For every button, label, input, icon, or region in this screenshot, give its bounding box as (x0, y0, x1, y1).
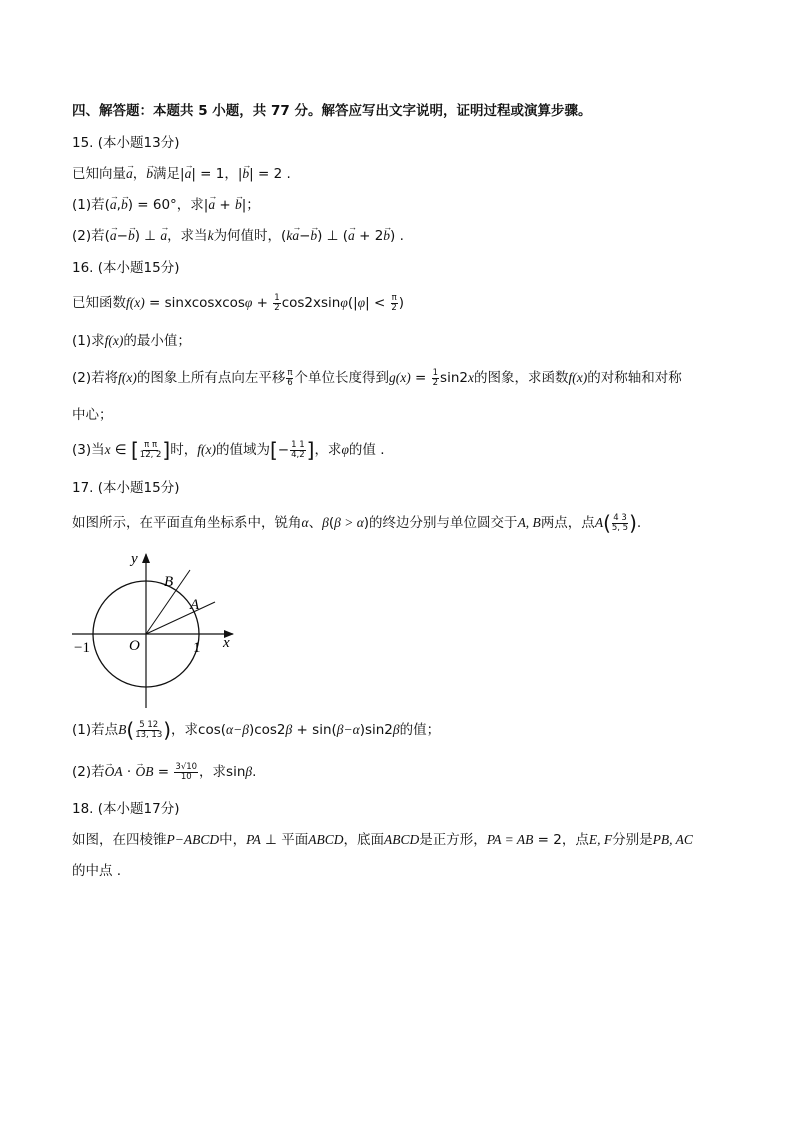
vector-a: → a (126, 164, 133, 184)
q16-header: 16. (本小题15分) (72, 260, 180, 276)
beta: β (392, 722, 400, 737)
text: 的图象上所有点向左平移 (136, 370, 286, 386)
denominator: 4,2 (291, 449, 305, 460)
condition: β > α (334, 515, 364, 530)
text: 的值； (399, 722, 441, 738)
points-ef: E, F (588, 832, 613, 847)
text: 是正方形， (419, 832, 487, 848)
text: cos2xsin (281, 295, 341, 311)
var-k: k (207, 228, 214, 243)
text: 中， (219, 832, 247, 848)
fraction (140, 441, 162, 460)
fraction (286, 369, 293, 388)
paren-left: ( (126, 718, 135, 742)
beta: β (285, 722, 293, 737)
fraction (432, 369, 439, 388)
text: ) ⊥ (134, 228, 161, 244)
paren-right: ) (629, 511, 637, 535)
text: |； (241, 197, 260, 213)
var-k: k (286, 228, 293, 243)
text: 如图所示，在平面直角坐标系中，锐角 (72, 515, 302, 531)
fraction (290, 441, 306, 460)
text: 已知向量 (72, 166, 126, 182)
text: , (116, 197, 121, 213)
text: ) . (390, 228, 404, 244)
text: ，求 (314, 442, 342, 458)
text: − (299, 228, 311, 244)
point-b: B (118, 722, 127, 737)
text: )cos2 (248, 722, 286, 738)
q18-header: 18. (本小题17分) (72, 801, 180, 817)
vector-a: → a (160, 226, 167, 246)
var-x: x (467, 370, 474, 385)
q16-part1 (72, 331, 734, 351)
unit-circle-figure (70, 548, 240, 710)
paren-left: ( (603, 511, 611, 535)
text: (| (347, 295, 358, 311)
vector-b: → b (121, 195, 128, 215)
fraction (174, 763, 198, 782)
segments: PB, AC (652, 832, 693, 847)
q15-part1 (72, 195, 734, 215)
phi: φ (341, 442, 349, 457)
vector-a: → a (208, 195, 215, 215)
label-neg1: −1 (74, 640, 90, 656)
text: + sin( (292, 722, 337, 738)
plane-abcd: ABCD (308, 832, 344, 847)
text: ，求当 (167, 228, 208, 244)
text: 如图，在四棱锥 (72, 832, 167, 848)
vector-b: → b (128, 226, 135, 246)
text: (2)若( (72, 228, 110, 244)
label-x: x (223, 635, 230, 651)
beta: β (322, 515, 329, 530)
text: 分别是 (612, 832, 653, 848)
vector-b: → b (310, 226, 317, 246)
fraction (135, 721, 162, 740)
phi: φ (244, 295, 253, 310)
text: (2)若将 (72, 370, 119, 386)
numerator: 3√10 (175, 761, 198, 772)
vector-a: → a (110, 226, 117, 246)
equation: PA = AB (486, 832, 534, 847)
fraction (612, 514, 628, 533)
text: )sin2 (359, 722, 393, 738)
q17-intro (72, 513, 734, 533)
text: ) = 60°，求| (127, 197, 209, 213)
vector-b: → b (383, 226, 390, 246)
label-1: 1 (193, 640, 201, 656)
text: = (153, 764, 174, 780)
fraction (273, 294, 280, 313)
label-a: A (190, 597, 200, 613)
section-title: 四、解答题：本题共 5 小题，共 77 分。解答应写出文字说明，证明过程或演算步骤。 (72, 103, 592, 119)
denominator: 6 (287, 377, 293, 388)
pyramid: P−ABCD (166, 832, 220, 847)
denominator: 12, 2 (139, 449, 162, 460)
denominator: 13, 13 (135, 729, 163, 740)
ray-oa (146, 602, 215, 634)
q16-part2-cont: 中心； (72, 407, 113, 423)
func-f: f(x) (118, 370, 137, 385)
beta: β (245, 764, 253, 779)
vector-a: → a (292, 226, 299, 246)
text: 为何值时，( (213, 228, 287, 244)
numerator: 1 1 (291, 439, 305, 450)
text: (1)求 (72, 333, 105, 349)
text: (2)若 (72, 764, 105, 780)
bracket-right: ] (306, 438, 315, 462)
numerator: π (391, 292, 397, 303)
segment-pa: PA (246, 832, 261, 847)
text: ，求sin (199, 764, 246, 780)
vector-oa: → OA (105, 762, 123, 782)
text: ，求cos( (171, 722, 227, 738)
phi: φ (340, 295, 348, 310)
text: 两点，点 (540, 515, 595, 531)
vector-b: → b (242, 164, 249, 184)
bracket-left: [ (130, 438, 139, 462)
text: 已知函数 (72, 295, 126, 311)
text: 满足| (153, 166, 185, 182)
label-o: O (129, 638, 140, 654)
text: 的值域为 (215, 442, 270, 458)
func-f: f(x) (197, 442, 216, 457)
vector-a: → a (110, 195, 117, 215)
text: + 2 (354, 228, 384, 244)
text: = sinxcosxcos (144, 295, 245, 311)
q16-part3: (3)当x ∈ [ $\frac{\text{π π}}{12, 2}$ ]时，f(x)的值域为[− $\frac{1 1}{4,2}$ ]，求φ的值 . (72, 438, 385, 462)
q15-part2 (72, 226, 734, 246)
text: 的值 . (348, 442, 385, 458)
text: ) ⊥ ( (317, 228, 349, 244)
func-g: g(x) (388, 370, 411, 385)
q18-line1 (72, 830, 734, 850)
numerator: 4 3 (613, 512, 627, 523)
func-f: f(x) (126, 295, 145, 310)
q15-header: 15. (本小题13分) (72, 135, 180, 151)
point-a: A (594, 515, 604, 530)
q17-part1 (72, 720, 734, 740)
text: 的图象，求函数 (473, 370, 569, 386)
label-y: y (131, 551, 138, 567)
denominator: 2 (274, 302, 280, 313)
expr: β−α (336, 722, 360, 737)
text: + (215, 197, 235, 213)
vector-b: → b (146, 164, 153, 184)
vector-ob: → OB (136, 762, 154, 782)
text: = 2，点 (533, 832, 589, 848)
q18-line2: 的中点 . (72, 863, 122, 879)
text: ∈ (110, 442, 131, 458)
text: ， (132, 166, 147, 182)
q17-part2 (72, 762, 734, 782)
text: · (122, 764, 136, 780)
text: ( (328, 515, 335, 531)
text: ，底面 (343, 832, 384, 848)
text: | = 2 . (249, 166, 291, 182)
text: (3)当 (72, 442, 105, 458)
bracket-left: [ (269, 438, 278, 462)
label-b: B (164, 574, 174, 590)
denominator: 10 (180, 771, 192, 782)
numerator: 5 12 (139, 719, 159, 730)
func-f: f(x) (104, 333, 124, 348)
text: | < (365, 295, 390, 311)
phi: φ (357, 295, 366, 310)
denominator: 2 (391, 302, 397, 313)
var-x: x (104, 442, 111, 457)
bracket-right: ] (162, 438, 171, 462)
q17-header: 17. (本小题15分) (72, 480, 180, 496)
q16-part2 (72, 368, 734, 388)
vector-a: → a (348, 226, 355, 246)
points-ab: A, B (517, 515, 541, 530)
text: 的对称轴和对称 (587, 370, 682, 386)
text: 、 (308, 515, 323, 531)
text: . (252, 764, 257, 780)
text: 个单位长度得到 (294, 370, 389, 386)
denominator: 5, 5 (611, 522, 629, 533)
text: (1)若( (72, 197, 110, 213)
text: 时， (170, 442, 198, 458)
fraction (391, 294, 398, 313)
q15-intro (72, 164, 734, 184)
base-abcd: ABCD (383, 832, 420, 847)
text: − (116, 228, 128, 244)
text: | = 1，| (191, 166, 243, 182)
text: . (636, 515, 642, 531)
text: + (252, 295, 273, 311)
text: ) (398, 295, 404, 311)
numerator: 1 (432, 367, 439, 378)
numerator: π π (144, 439, 158, 450)
vector-a: → a (185, 164, 192, 184)
q16-intro (72, 293, 734, 313)
expr: α−β (226, 722, 249, 737)
vector-b: → b (235, 195, 242, 215)
func-f: f(x) (568, 370, 588, 385)
text: (1)若点 (72, 722, 119, 738)
alpha: α (301, 515, 309, 530)
numerator: π (287, 367, 293, 378)
text: sin2 (440, 370, 468, 386)
paren-right: ) (163, 718, 172, 742)
denominator: 2 (432, 377, 439, 388)
text: = (410, 370, 431, 386)
text: )的终边分别与单位圆交于 (363, 515, 518, 531)
text: ⊥ 平面 (260, 832, 309, 848)
text: 的最小值； (123, 333, 191, 349)
numerator: 1 (274, 292, 280, 303)
